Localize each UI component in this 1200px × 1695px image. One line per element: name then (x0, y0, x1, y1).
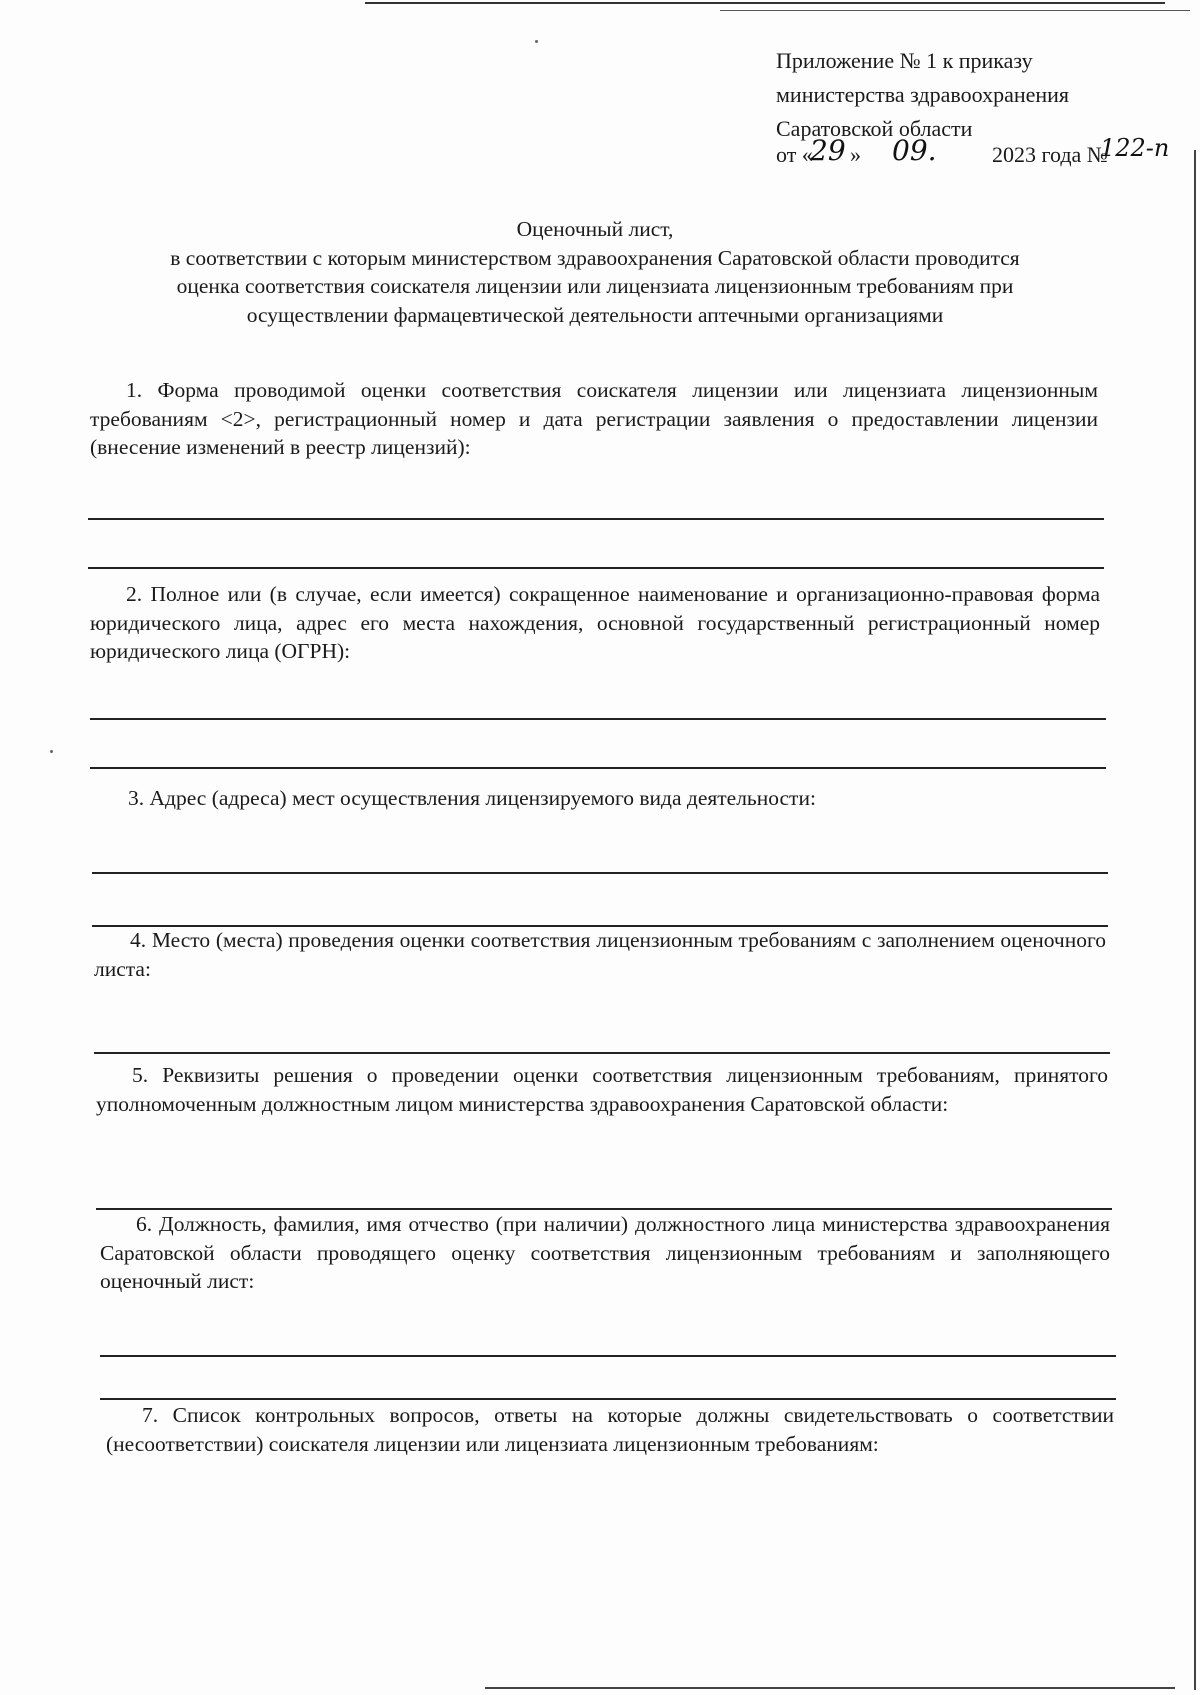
appendix-line-3: Саратовской области (776, 116, 973, 141)
scan-edge-top-secondary (720, 10, 1190, 11)
section-4-text: 4. Место (места) проведения оценки соответствия лицензионным требованиям с заполнением оценочного листа: (94, 928, 1106, 981)
section-4 (94, 926, 1106, 983)
scan-edge-right (1194, 150, 1196, 1690)
fill-line[interactable] (90, 767, 1106, 769)
document-title (95, 215, 1095, 329)
appendix-line-2: министерства здравоохранения (776, 82, 1070, 107)
section-6 (100, 1210, 1110, 1296)
section-1 (90, 376, 1098, 462)
section-7-text: 7. Список контрольных вопросов, ответы на которые должны свидетельствовать о соответствии (несоответствии) соискателя лицензии или лицензиата лицензионным требованиям: (106, 1403, 1114, 1456)
section-5 (96, 1061, 1108, 1118)
date-year: 2023 года № (992, 142, 1108, 167)
title-line-2: в соответствии с которым министерством здравоохранения Саратовской области проводится (170, 245, 1020, 270)
title-line-3: оценка соответствия соискателя лицензии или лицензиата лицензионным требованиям при (176, 274, 1014, 298)
scan-speck (50, 750, 53, 753)
fill-line[interactable] (88, 567, 1104, 569)
fill-line[interactable] (100, 1398, 1116, 1400)
fill-line[interactable] (88, 518, 1104, 520)
fill-line[interactable] (92, 872, 1108, 874)
section-3 (92, 784, 1104, 813)
title-line-1: Оценочный лист, (516, 217, 674, 241)
date-prefix: от « (776, 142, 813, 167)
section-5-text: 5. Реквизиты решения о проведении оценки соответствия лицензионным требованиям, принятого уполномоченным должностным лицом министерства здравоохранения Саратовской области: (96, 1063, 1108, 1116)
fill-line[interactable] (100, 1355, 1116, 1357)
section-2-text: 2. Полное или (в случае, если имеется) сокращенное наименование и организационно-правовая форма юридического лица, адрес его места нахождения, основной государственный регистрационный номер юридического лица (ОГРН): (90, 582, 1100, 663)
section-7 (106, 1401, 1114, 1458)
date-close-quote: » (850, 142, 861, 167)
scan-speck (535, 40, 538, 43)
section-2 (90, 580, 1100, 666)
section-6-text: 6. Должность, фамилия, имя отчество (при наличии) должностного лица министерства здравоохранения Саратовской области проводящего оценку соответствия лицензионным требованиям и заполняющего оценочный лист: (100, 1212, 1110, 1293)
handwritten-order-number: 122-п (1100, 134, 1170, 162)
fill-line[interactable] (94, 1052, 1110, 1054)
handwritten-day: 29 (810, 134, 846, 167)
appendix-header (776, 44, 1196, 146)
title-line-4: осуществлении фармацевтической деятельности аптечными организациями (246, 302, 944, 327)
scan-edge-bottom (485, 1687, 1175, 1689)
fill-line[interactable] (90, 718, 1106, 720)
order-date-line (776, 134, 1196, 178)
scan-edge-top (365, 2, 1165, 4)
section-1-text: 1. Форма проводимой оценки соответствия соискателя лицензии или лицензиата лицензионным требованиям <2>, регистрационный номер и дата регистрации заявления о предоставлении лицензии (внесение изменений в реестр лицензий): (90, 378, 1098, 459)
section-3-text: 3. Адрес (адреса) мест осуществления лицензируемого вида деятельности: (128, 786, 816, 810)
appendix-line-1: Приложение № 1 к приказу (776, 48, 1033, 73)
handwritten-month: 09. (892, 134, 937, 167)
